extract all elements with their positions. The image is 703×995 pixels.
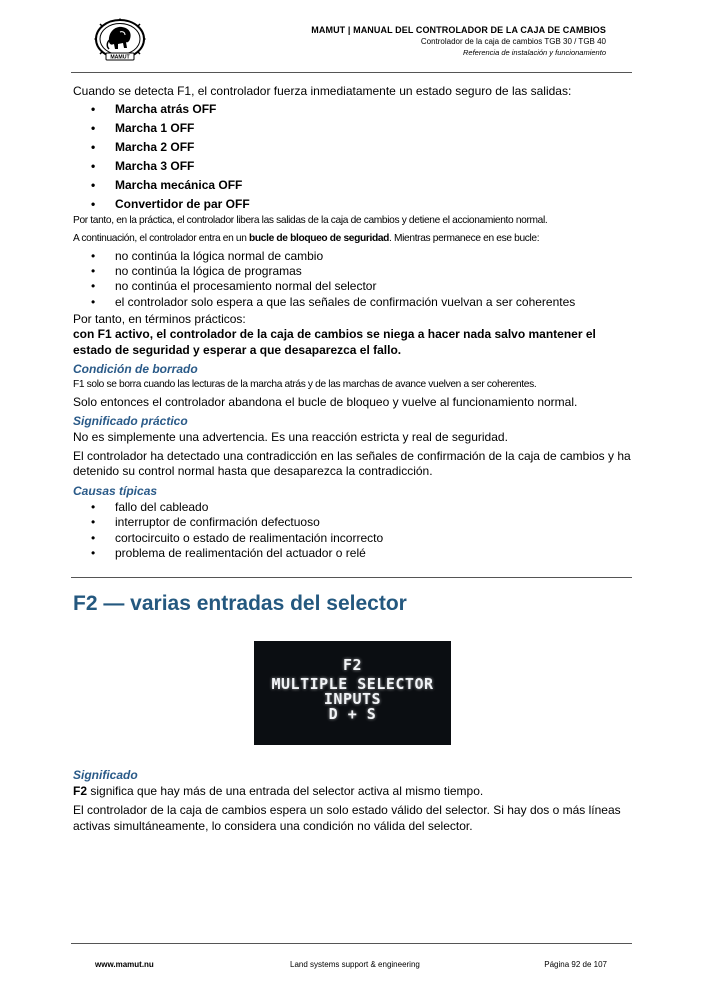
page-header — [311, 25, 606, 57]
list-item: • Marcha mecánica OFF — [73, 178, 633, 193]
header-title: MAMUT | MANUAL DEL CONTROLADOR DE LA CAJA DE CAMBIOS — [311, 25, 606, 35]
f2-code: F2 — [73, 783, 88, 798]
display-line: MULTIPLE SELECTOR — [271, 675, 434, 693]
list-item: • Marcha 2 OFF — [73, 140, 633, 155]
list-item: • Marcha 1 OFF — [73, 121, 633, 136]
header-subtitle: Controlador de la caja de cambios TGB 30 / TGB 40 — [420, 37, 606, 46]
f2-meaning-heading: Significado — [73, 768, 138, 782]
list-item: • Marcha 3 OFF — [73, 159, 633, 174]
outputs-list — [73, 102, 633, 212]
loop-bold: bucle de bloqueo de seguridad — [249, 233, 390, 245]
f1-section — [73, 84, 633, 563]
list-item: • cortocircuito o estado de realimentación incorrecto — [73, 531, 633, 546]
display-line: D + S — [328, 705, 377, 723]
f2-text-2: El controlador de la caja de cambios espera un solo estado válido del selector. Si hay dos o más líneas activas simultáneamente, lo considera una condición no válida del selector. — [73, 803, 621, 833]
f2-title: F2 — varias entradas del selector — [73, 592, 407, 615]
clear-heading: Condición de borrado — [73, 362, 198, 377]
list-item: • no continúa la lógica de programas — [73, 264, 633, 279]
clear-text-2: Solo entonces el controlador abandona el bucle de bloqueo y vuelve al funcionamiento normal. — [73, 394, 578, 409]
meaning-text: No es simplemente una advertencia. Es una reacción estricta y real de seguridad. — [73, 429, 508, 444]
practical-terms: Por tanto, en términos prácticos: — [73, 312, 246, 327]
list-item: • el controlador solo espera a que las señales de confirmación vuelvan a ser coherentes — [73, 295, 633, 310]
mamut-logo — [94, 18, 146, 62]
loop-text: A continuación, el controlador entra en un bucle de bloqueo de seguridad. Mientras permanece en ese bucle: — [73, 233, 540, 245]
list-item: • no continúa la lógica normal de cambio — [73, 249, 633, 264]
footer-page: Página 92 de 107 — [544, 960, 607, 969]
causes-list — [73, 500, 633, 561]
clear-text: F1 solo se borra cuando las lecturas de la marcha atrás y de las marchas de avance vuelven a ser coherentes. — [73, 378, 537, 390]
meaning-text-2: El controlador ha detectado una contradicción en las señales de confirmación de la caja de cambios y ha detenido su control normal hasta que desaparezca la contradicción. — [73, 448, 631, 479]
section-divider — [71, 577, 632, 578]
practice-text: Por tanto, en la práctica, el controlador libera las salidas de la caja de cambios y detiene el accionamiento normal. — [73, 215, 548, 227]
loop-list — [73, 249, 633, 310]
list-item: • interruptor de confirmación defectuoso — [73, 515, 633, 530]
footer-website[interactable]: www.mamut.nu — [95, 960, 154, 969]
header-divider — [71, 72, 632, 73]
logo-text: MAMUT — [110, 54, 130, 61]
causes-heading: Causas típicas — [73, 483, 158, 498]
f2-text: F2 significa que hay más de una entrada del selector activa al mismo tiempo. — [73, 783, 484, 798]
display-line: INPUTS — [323, 690, 382, 708]
controller-display — [254, 641, 451, 745]
list-item: • Convertidor de par OFF — [73, 197, 633, 212]
display-line: F2 — [342, 656, 363, 674]
meaning-heading: Significado práctico — [73, 414, 188, 429]
footer-center: Land systems support & engineering — [290, 960, 420, 969]
f2-section — [73, 768, 633, 838]
list-item: • no continúa el procesamiento normal del selector — [73, 279, 633, 294]
list-item: • Marcha atrás OFF — [73, 102, 633, 117]
intro-text: Cuando se detecta F1, el controlador fuerza inmediatamente un estado seguro de las salidas: — [73, 84, 572, 98]
footer-divider — [71, 943, 632, 944]
header-subsubtitle: Referencia de instalación y funcionamiento — [462, 48, 606, 57]
list-item: • problema de realimentación del actuador o relé — [73, 546, 633, 561]
list-item: • fallo del cableado — [73, 500, 633, 515]
practical-bold: con F1 activo, el controlador de la caja de cambios se niega a hacer nada salvo mantener el estado de seguridad y esperar a que desaparezca el fallo. — [73, 327, 596, 357]
